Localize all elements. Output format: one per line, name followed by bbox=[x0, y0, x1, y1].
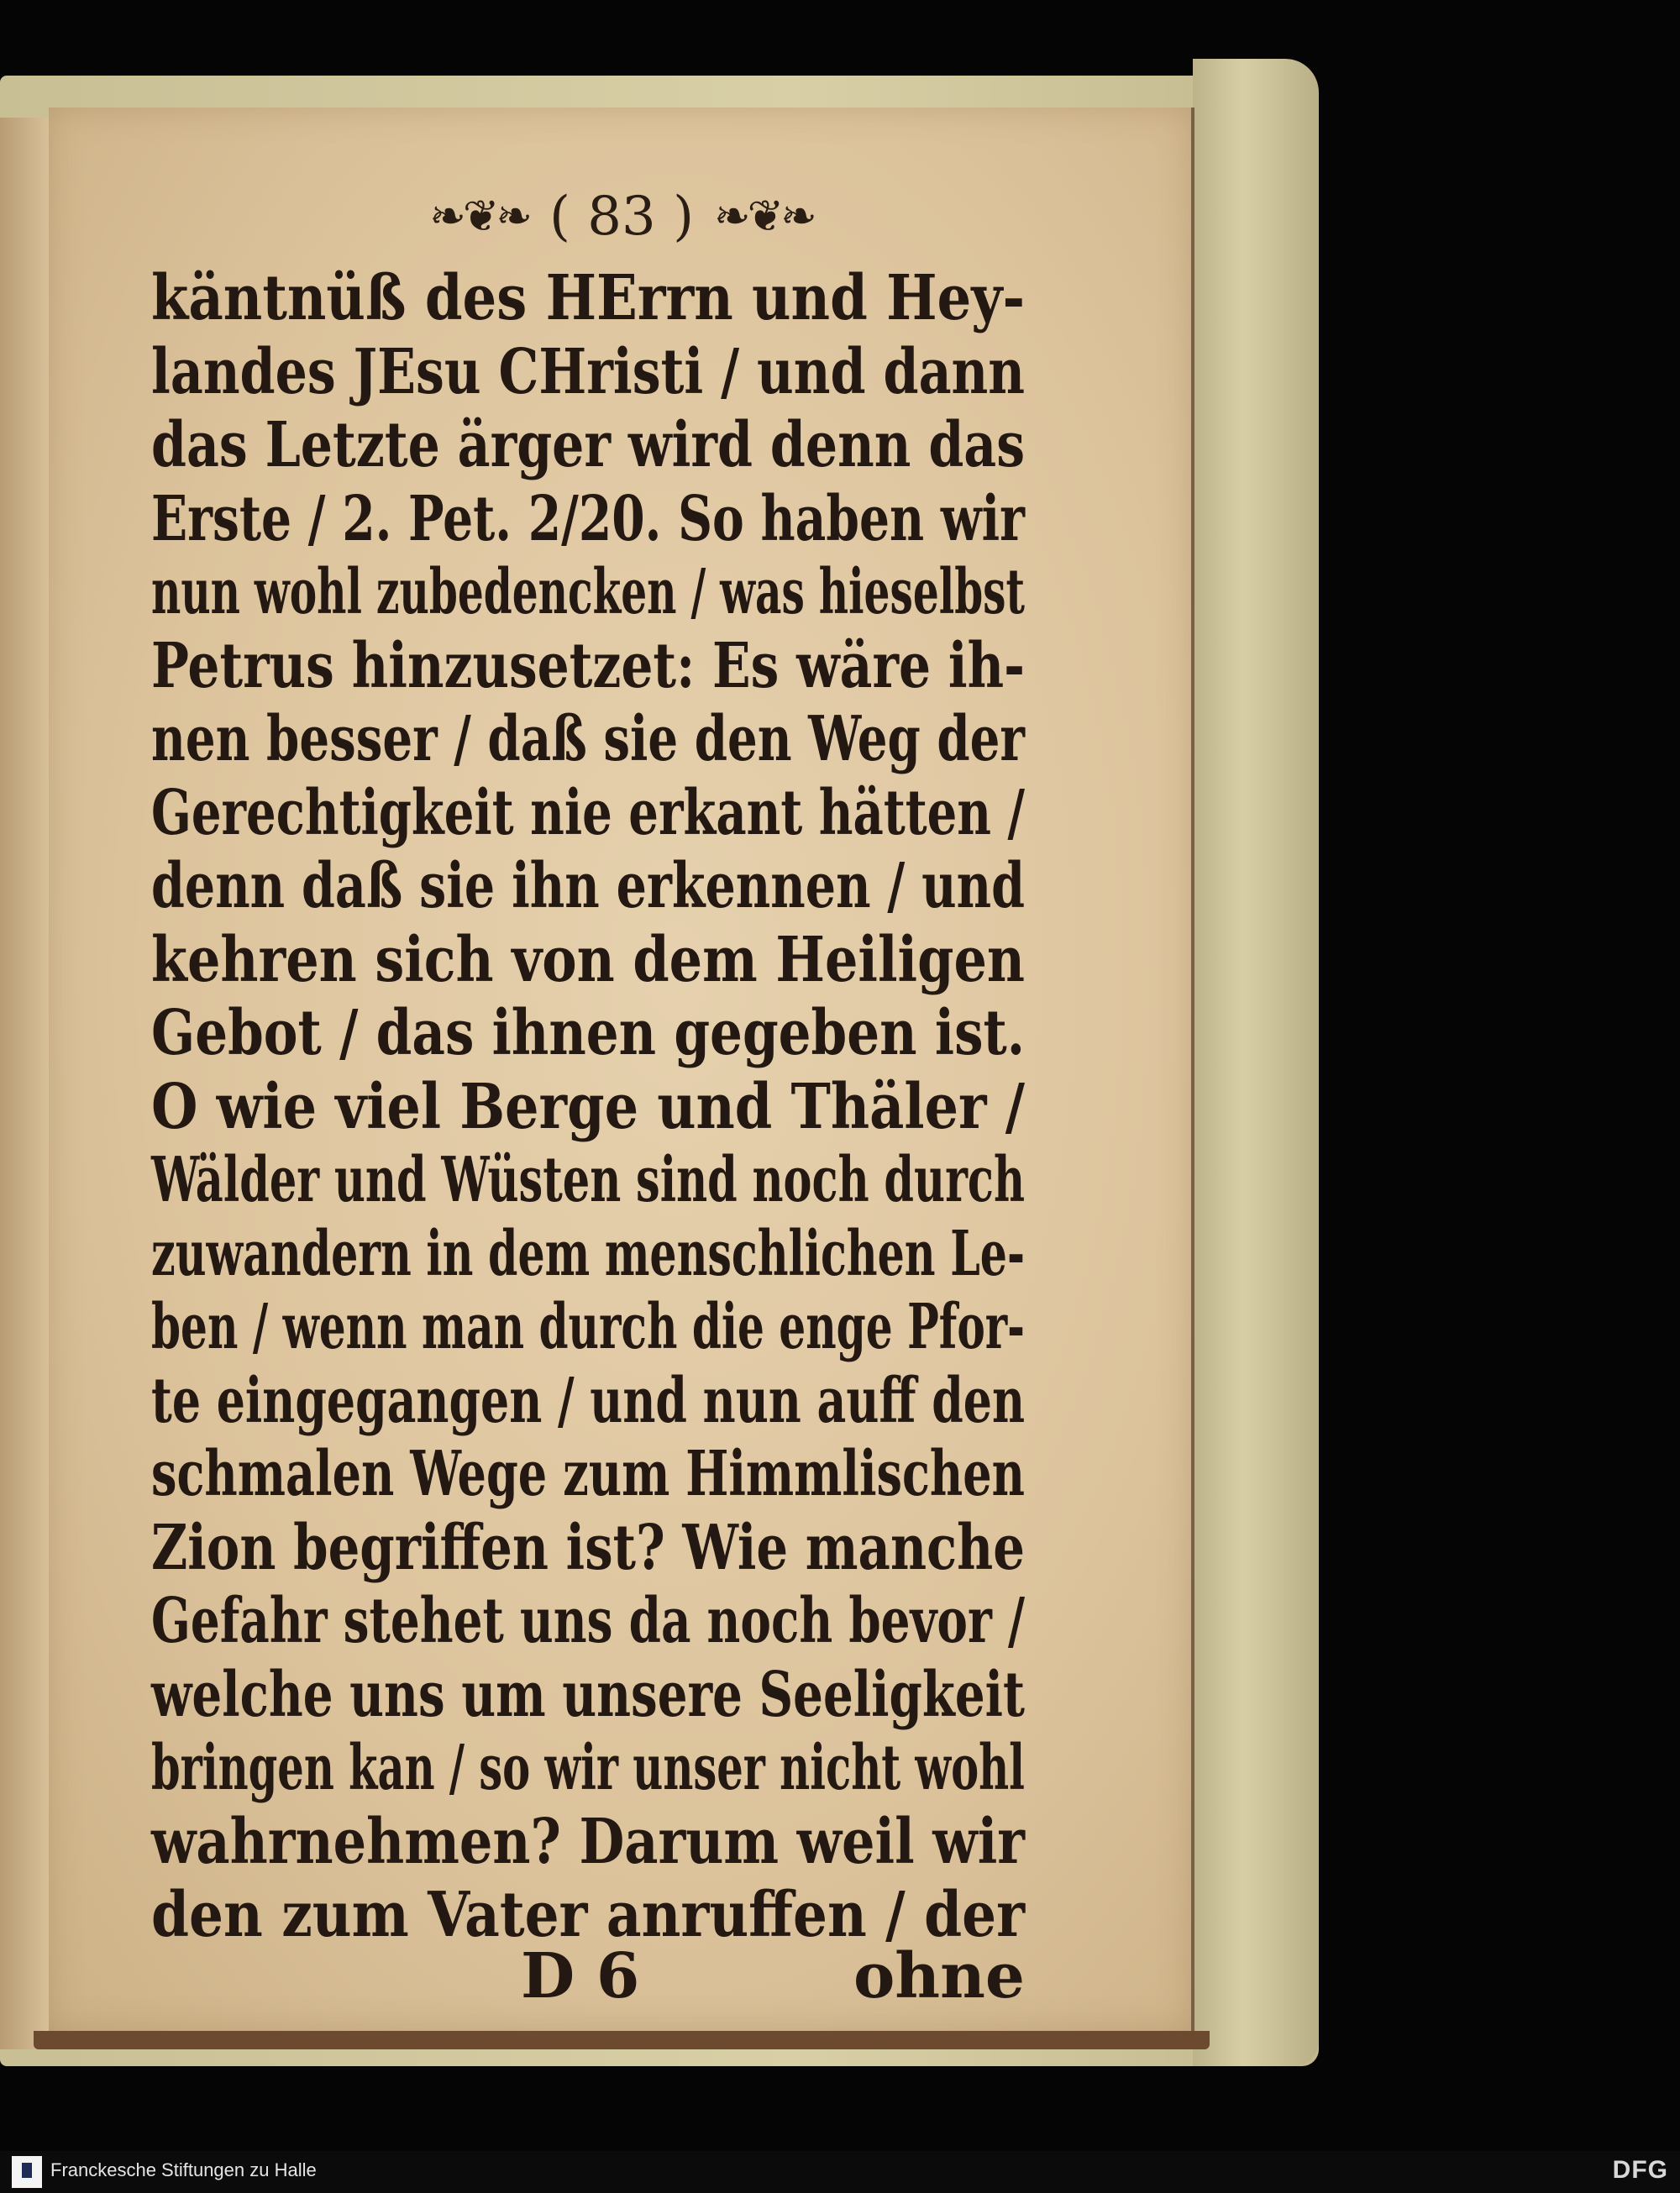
text-line bbox=[151, 1659, 1025, 1733]
text-line bbox=[151, 556, 1025, 630]
text-line-content: welche uns um unsere Seeligkeit bbox=[151, 1658, 1025, 1731]
text-line bbox=[151, 1512, 1025, 1586]
text-line bbox=[151, 703, 1025, 777]
text-line-content: denn daß sie ihn erkennen / und bbox=[151, 850, 1025, 922]
text-line bbox=[151, 1438, 1025, 1512]
book-cover-right bbox=[1193, 59, 1319, 2066]
signature-mark: D 6 bbox=[521, 1940, 640, 2012]
text-line-content: bringen kan / so wir unser nicht wohl bbox=[151, 1732, 1025, 1804]
text-line-content: das Letzte ärger wird denn das bbox=[151, 409, 1025, 481]
ornament-right-icon: ❧❦❧ bbox=[714, 191, 814, 242]
text-line-content: Gerechtigkeit nie erkant hätten / bbox=[151, 776, 1025, 849]
text-line bbox=[151, 483, 1025, 557]
text-line bbox=[151, 409, 1025, 483]
text-line-content: ben / wenn man durch die enge Pfor- bbox=[151, 1291, 1025, 1363]
institution-logo-icon bbox=[12, 2156, 42, 2188]
text-line bbox=[151, 1144, 1025, 1218]
text-line bbox=[151, 1291, 1025, 1365]
text-line bbox=[151, 336, 1025, 410]
text-line-content: Gebot / das ihnen gegeben ist. bbox=[151, 997, 1025, 1069]
viewer-footer-bar bbox=[0, 2151, 1680, 2193]
institution-name: Franckesche Stiftungen zu Halle bbox=[50, 2159, 317, 2180]
catchword: ohne bbox=[853, 1940, 1025, 2012]
text-line-content: schmalen Wege zum Himmlischen bbox=[151, 1438, 1025, 1510]
text-line-content: Gefahr stehet uns da noch bevor / bbox=[151, 1585, 1025, 1657]
page-footer bbox=[151, 1940, 1025, 2016]
text-line-content: käntnüß des HErrn und Hey- bbox=[151, 262, 1025, 334]
text-line bbox=[151, 1806, 1025, 1880]
text-line-content: nun wohl zubedencken / was hieselbst bbox=[151, 556, 1025, 628]
page-number: ( 83 ) bbox=[549, 186, 695, 248]
text-line-content: den zum Vater anruffen / der bbox=[151, 1879, 1025, 1951]
text-line-content: Erste / 2. Pet. 2/20. So haben wir bbox=[151, 482, 1025, 555]
text-line-content: te eingegangen / und nun auff den bbox=[151, 1364, 1025, 1437]
text-line bbox=[151, 630, 1025, 704]
text-line bbox=[151, 997, 1025, 1071]
page-bottom-edge bbox=[34, 2031, 1210, 2049]
text-line bbox=[151, 1585, 1025, 1659]
text-line-content: nen besser / daß sie den Weg der bbox=[151, 703, 1025, 775]
text-line bbox=[151, 924, 1025, 998]
dfg-logo: DFG bbox=[1612, 2156, 1668, 2184]
text-line-content: kehren sich von dem Heiligen bbox=[151, 923, 1025, 996]
left-page-edge bbox=[0, 118, 50, 2049]
text-block bbox=[151, 262, 1025, 1953]
page-header bbox=[420, 175, 823, 259]
text-line-content: Petrus hinzusetzet: Es wäre ih- bbox=[151, 629, 1025, 702]
text-line-content: wahrnehmen? Darum weil wir bbox=[151, 1805, 1025, 1878]
text-line bbox=[151, 1071, 1025, 1145]
text-line bbox=[151, 850, 1025, 924]
text-line bbox=[151, 1365, 1025, 1439]
text-line bbox=[151, 1732, 1025, 1806]
text-line bbox=[151, 1218, 1025, 1292]
text-line-content: zuwandern in dem menschlichen Le- bbox=[151, 1217, 1025, 1290]
text-line bbox=[151, 777, 1025, 851]
text-line-content: Wälder und Wüsten sind noch durch bbox=[151, 1144, 1025, 1216]
ornament-left-icon: ❧❦❧ bbox=[429, 191, 529, 242]
text-line bbox=[151, 262, 1025, 336]
text-line-content: Zion begriffen ist? Wie manche bbox=[151, 1511, 1025, 1584]
text-line-content: landes JEsu CHristi / und dann bbox=[151, 335, 1025, 408]
text-line-content: O wie viel Berge und Thäler / bbox=[151, 1070, 1025, 1143]
